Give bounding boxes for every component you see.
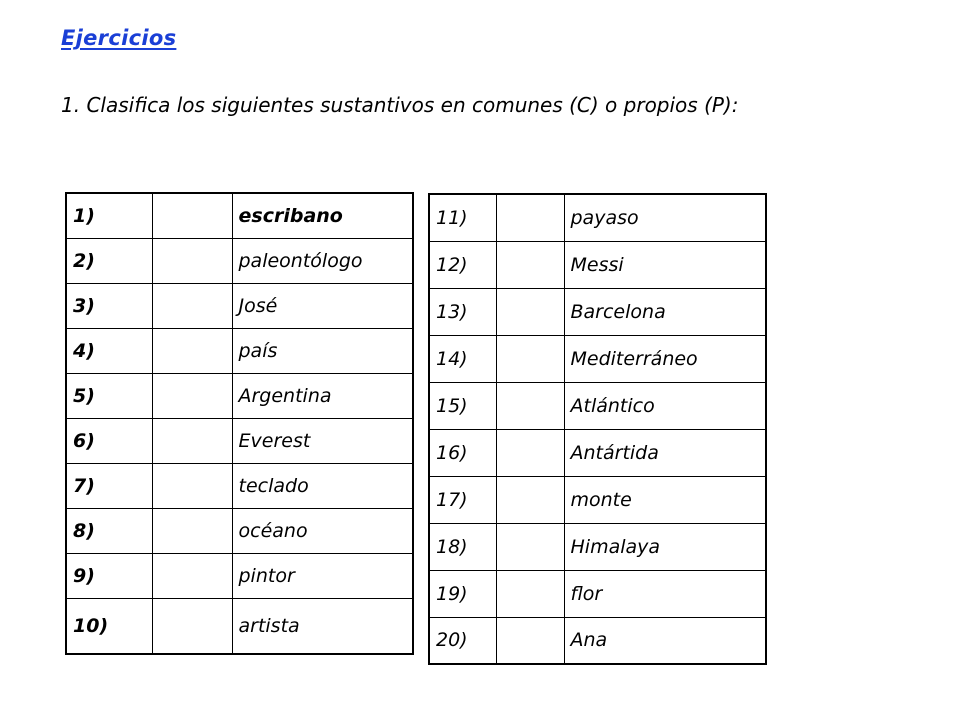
noun-word: Barcelona xyxy=(564,288,766,335)
noun-word: Himalaya xyxy=(564,523,766,570)
noun-word: teclado xyxy=(232,463,413,508)
table-row xyxy=(429,570,766,617)
noun-word: Messi xyxy=(564,241,766,288)
noun-word: paleontólogo xyxy=(232,238,413,283)
answer-cell[interactable] xyxy=(152,238,232,283)
row-number: 10) xyxy=(66,598,152,654)
row-number: 14) xyxy=(429,335,496,382)
noun-word: artista xyxy=(232,598,413,654)
answer-cell[interactable] xyxy=(152,508,232,553)
noun-word: monte xyxy=(564,476,766,523)
noun-word: José xyxy=(232,283,413,328)
table-row xyxy=(429,617,766,664)
answer-cell[interactable] xyxy=(496,429,564,476)
noun-word: Everest xyxy=(232,418,413,463)
table-row xyxy=(429,382,766,429)
table-row xyxy=(66,328,413,373)
table-row xyxy=(429,429,766,476)
table-row xyxy=(66,598,413,654)
row-number: 9) xyxy=(66,553,152,598)
row-number: 5) xyxy=(66,373,152,418)
exercises-heading[interactable]: Ejercicios xyxy=(61,26,177,50)
noun-table-right xyxy=(428,193,767,665)
answer-cell[interactable] xyxy=(496,476,564,523)
table-row xyxy=(66,553,413,598)
answer-cell[interactable] xyxy=(496,241,564,288)
table-row xyxy=(66,508,413,553)
noun-word: país xyxy=(232,328,413,373)
noun-word: pintor xyxy=(232,553,413,598)
noun-word: payaso xyxy=(564,194,766,241)
answer-cell[interactable] xyxy=(496,570,564,617)
row-number: 4) xyxy=(66,328,152,373)
noun-word: Mediterráneo xyxy=(564,335,766,382)
table-row xyxy=(66,463,413,508)
row-number: 17) xyxy=(429,476,496,523)
noun-word: Antártida xyxy=(564,429,766,476)
row-number: 8) xyxy=(66,508,152,553)
row-number: 18) xyxy=(429,523,496,570)
table-row xyxy=(429,335,766,382)
row-number: 13) xyxy=(429,288,496,335)
answer-cell[interactable] xyxy=(496,288,564,335)
table-row xyxy=(66,373,413,418)
row-number: 11) xyxy=(429,194,496,241)
row-number: 16) xyxy=(429,429,496,476)
table-row xyxy=(429,241,766,288)
table-row xyxy=(429,523,766,570)
answer-cell[interactable] xyxy=(152,193,232,238)
row-number: 20) xyxy=(429,617,496,664)
answer-cell[interactable] xyxy=(152,283,232,328)
answer-cell[interactable] xyxy=(496,617,564,664)
table-row xyxy=(66,238,413,283)
row-number: 19) xyxy=(429,570,496,617)
noun-table-left xyxy=(65,192,414,655)
table-row xyxy=(429,288,766,335)
answer-cell[interactable] xyxy=(152,463,232,508)
row-number: 12) xyxy=(429,241,496,288)
table-row xyxy=(429,476,766,523)
row-number: 2) xyxy=(66,238,152,283)
row-number: 1) xyxy=(66,193,152,238)
row-number: 3) xyxy=(66,283,152,328)
answer-cell[interactable] xyxy=(152,373,232,418)
answer-cell[interactable] xyxy=(152,328,232,373)
noun-word: flor xyxy=(564,570,766,617)
noun-word: Argentina xyxy=(232,373,413,418)
answer-cell[interactable] xyxy=(152,418,232,463)
noun-word: océano xyxy=(232,508,413,553)
table-row xyxy=(429,194,766,241)
row-number: 15) xyxy=(429,382,496,429)
answer-cell[interactable] xyxy=(496,523,564,570)
row-number: 6) xyxy=(66,418,152,463)
table-row xyxy=(66,418,413,463)
noun-word: Ana xyxy=(564,617,766,664)
answer-cell[interactable] xyxy=(496,382,564,429)
noun-word: Atlántico xyxy=(564,382,766,429)
table-row xyxy=(66,193,413,238)
answer-cell[interactable] xyxy=(152,553,232,598)
answer-cell[interactable] xyxy=(496,335,564,382)
answer-cell[interactable] xyxy=(496,194,564,241)
noun-word: escribano xyxy=(232,193,413,238)
answer-cell[interactable] xyxy=(152,598,232,654)
table-row xyxy=(66,283,413,328)
row-number: 7) xyxy=(66,463,152,508)
exercise-instruction: 1. Clasifica los siguientes sustantivos en comunes (C) o propios (P): xyxy=(61,93,739,117)
